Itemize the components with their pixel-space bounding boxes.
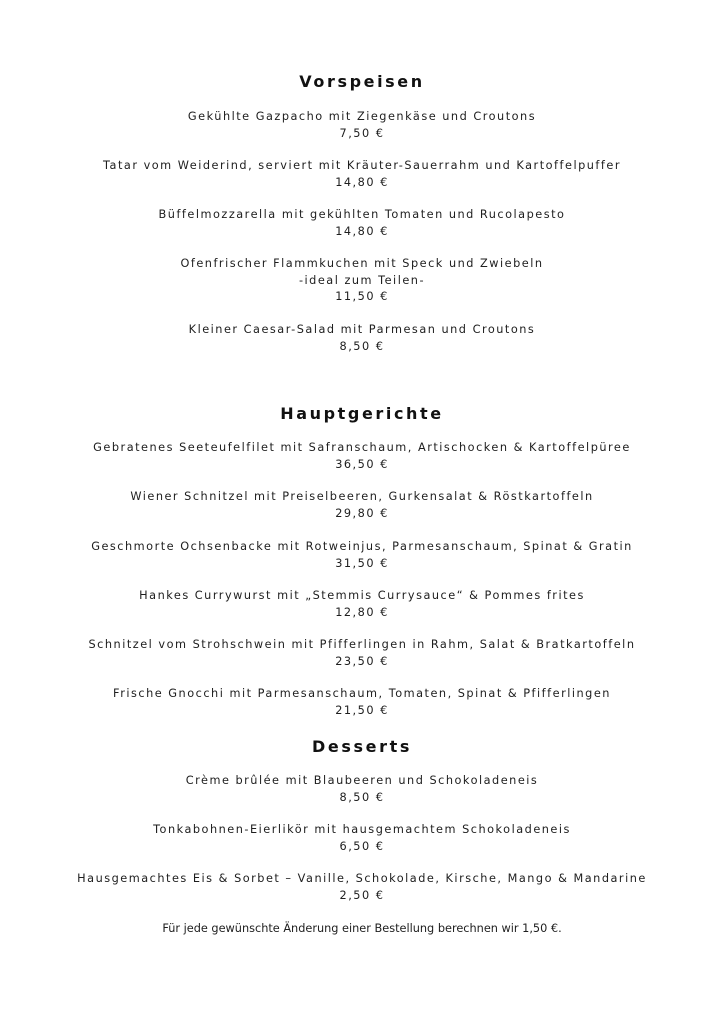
dish-name: Crème brûlée mit Blaubeeren und Schokoladeneis [185, 774, 539, 787]
dish-price: 36,50 € [335, 457, 389, 471]
section-heading-desserts: Desserts [312, 737, 412, 756]
dish-name: Hankes Currywurst mit „Stemmis Currysauce“ & Pommes frites [139, 589, 585, 602]
dish-price: 31,50 € [335, 556, 389, 570]
menu-item [0, 822, 724, 855]
dish-price: 6,50 € [339, 839, 385, 853]
dish-price: 12,80 € [335, 605, 389, 619]
dish-name: Geschmorte Ochsenbacke mit Rotweinjus, Parmesanschaum, Spinat & Gratin [91, 540, 633, 553]
menu-item [0, 207, 724, 240]
menu-item [0, 322, 724, 355]
menu-item [0, 440, 724, 473]
menu-item [0, 109, 724, 142]
dish-price: 2,50 € [339, 888, 385, 902]
section-heading-vorspeisen: Vorspeisen [299, 72, 425, 91]
dish-name: Wiener Schnitzel mit Preiselbeeren, Gurkensalat & Röstkartoffeln [130, 490, 594, 503]
dish-name: Kleiner Caesar-Salad mit Parmesan und Croutons [188, 323, 536, 336]
dish-price: 11,50 € [335, 290, 389, 303]
menu-item [0, 637, 724, 670]
dish-price: 8,50 € [339, 339, 385, 353]
menu-item [0, 539, 724, 572]
dish-name: Büffelmozzarella mit gekühlten Tomaten und Rucolapesto [158, 208, 566, 221]
menu-item [0, 588, 724, 621]
dish-price: 8,50 € [339, 790, 385, 804]
dish-name: Schnitzel vom Strohschwein mit Pfifferlingen in Rahm, Salat & Bratkartoffeln [88, 638, 636, 651]
dish-name: Tatar vom Weiderind, serviert mit Kräuter-Sauerrahm und Kartoffelpuffer [103, 159, 621, 172]
menu-item [0, 871, 724, 904]
menu-item [0, 158, 724, 191]
dish-price: 14,80 € [335, 175, 389, 189]
dish-name: Hausgemachtes Eis & Sorbet – Vanille, Schokolade, Kirsche, Mango & Mandarine [77, 872, 647, 885]
dish-price: 7,50 € [339, 126, 385, 140]
dish-price: 14,80 € [335, 224, 389, 238]
dish-name: Gekühlte Gazpacho mit Ziegenkäse und Croutons [187, 110, 537, 123]
dish-price: 29,80 € [335, 506, 389, 520]
dish-price: 21,50 € [335, 703, 389, 717]
dish-note: -ideal zum Teilen- [298, 273, 426, 287]
dish-name: Tonkabohnen-Eierlikör mit hausgemachtem Schokoladeneis [153, 823, 571, 836]
section-heading-hauptgerichte: Hauptgerichte [280, 404, 444, 423]
menu-item [0, 773, 724, 806]
dish-name: Ofenfrischer Flammkuchen mit Speck und Zwiebeln [180, 257, 544, 270]
menu-item [0, 256, 724, 306]
surcharge-note: Für jede gewünschte Änderung einer Bestellung berechnen wir 1,50 €. [162, 922, 562, 935]
menu-item [0, 489, 724, 522]
dish-name: Gebratenes Seeteufelfilet mit Safranschaum, Artischocken & Kartoffelpüree [93, 441, 631, 454]
dish-name: Frische Gnocchi mit Parmesanschaum, Tomaten, Spinat & Pfifferlingen [113, 687, 611, 700]
dish-price: 23,50 € [335, 654, 389, 668]
menu-item [0, 686, 724, 719]
